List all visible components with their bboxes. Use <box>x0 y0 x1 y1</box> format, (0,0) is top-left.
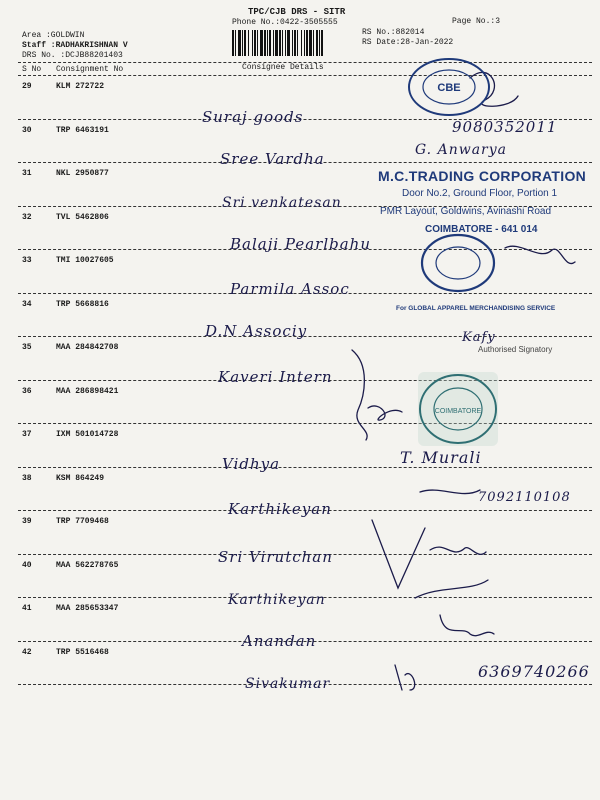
row-sno: 33 <box>22 256 32 265</box>
round-stamp-teal <box>412 368 504 450</box>
row-consignment-no: TMI 10027605 <box>56 256 114 265</box>
handwritten-phone-r43: 6369740266 <box>478 662 590 681</box>
handwritten-sig-r31: G. Anwarya <box>415 142 507 158</box>
row-sno: 30 <box>22 125 32 135</box>
handwritten-r43: Sivakumar <box>245 676 331 692</box>
handwritten-r42: Anandan <box>242 632 317 650</box>
handwritten-r30: Suraj goods <box>202 108 304 126</box>
phone-number: Phone No.:0422-3505555 <box>232 18 338 27</box>
row-consignment-no: MAA 286898421 <box>56 386 119 396</box>
row-sno: 39 <box>22 517 32 526</box>
drs-number: DRS No. :DCJB88201403 <box>22 51 123 60</box>
row-consignment-no: IXM 501014728 <box>56 430 119 439</box>
handwritten-r35: D.N Associy <box>205 322 308 340</box>
svg-text:COIMBATORE: COIMBATORE <box>434 408 482 415</box>
row-consignment-no: MAA 562278765 <box>56 560 119 570</box>
round-stamp-middle <box>416 230 500 296</box>
signature-r36 <box>368 406 402 420</box>
stamp-for-line: For GLOBAL APPAREL MERCHANDISING SERVICE <box>396 305 556 312</box>
document-title: TPC/CJB DRS - SITR <box>248 7 346 17</box>
row-sno: 31 <box>22 169 32 178</box>
col-consignment-header: Consignment No <box>56 65 124 74</box>
row-consignment-no: KSM 864249 <box>56 473 105 483</box>
brace-signature <box>352 350 367 440</box>
signature-r39 <box>420 490 480 494</box>
handwritten-r40: Sri Virutchan <box>218 548 333 566</box>
row-sno: 29 <box>22 82 32 91</box>
signature-r42 <box>440 615 494 636</box>
stamp-authorised: Authorised Signatory <box>478 345 553 354</box>
row-consignment-no: NKL 2950877 <box>56 169 109 178</box>
handwritten-r34: Parmila Assoc <box>230 280 350 298</box>
stamp-company-line2: PMR Layout, Goldwins, Avinashi Road <box>380 206 552 217</box>
stamp-company-name: M.C.TRADING CORPORATION <box>378 168 587 184</box>
handwritten-phone-r30: 9080352011 <box>452 118 558 136</box>
handwritten-r38: T. Murali <box>400 448 482 467</box>
signature-r41 <box>415 580 488 598</box>
row-sno: 38 <box>22 473 32 483</box>
signature-r43 <box>395 665 415 690</box>
row-consignment-no: TRP 5516468 <box>56 647 109 657</box>
stamp-company-line3: COIMBATORE - 641 014 <box>425 224 538 235</box>
page-number: Page No.:3 <box>452 17 501 26</box>
signature-r40 <box>372 520 425 588</box>
handwritten-phone-r39: 7092110108 <box>478 490 571 505</box>
row-consignment-no: MAA 284842708 <box>56 343 119 352</box>
rs-date: RS Date:28-Jan-2022 <box>362 38 454 47</box>
svg-text:CBE: CBE <box>437 82 461 94</box>
row-consignment-no: TRP 5668816 <box>56 299 109 309</box>
row-consignment-no: KLM 272722 <box>56 82 105 91</box>
row-sno: 40 <box>22 560 32 570</box>
row-sno: 37 <box>22 430 32 439</box>
row-sno: 35 <box>22 343 32 352</box>
row-sno: 36 <box>22 386 32 396</box>
handwritten-r41: Karthikeyan <box>228 592 326 608</box>
signature-stamp-mid <box>505 246 575 263</box>
area-label: Area :GOLDWIN <box>22 31 85 40</box>
row-sno: 32 <box>22 212 32 222</box>
row-consignment-no: TRP 7709468 <box>56 517 109 526</box>
handwritten-r31: Sree Vardha <box>220 150 325 168</box>
staff-label: Staff :RADHAKRISHNAN V <box>22 41 128 50</box>
row-consignment-no: TRP 6463191 <box>56 125 109 135</box>
stamp-company-line1: Door No.2, Ground Floor, Portion 1 <box>402 188 558 199</box>
col-consignee-header: Consignee Details <box>242 63 324 72</box>
round-stamp-top <box>404 56 494 118</box>
row-sno: 34 <box>22 299 32 309</box>
signature-r40b <box>430 547 486 554</box>
col-sno-header: S No <box>22 65 42 74</box>
handwritten-r33: Balaji Pearlbahu <box>230 235 371 253</box>
rs-number: RS No.:882014 <box>362 28 425 37</box>
handwritten-r32: Sri venkatesan <box>222 195 342 211</box>
handwritten-r39: Karthikeyan <box>228 500 332 518</box>
row-consignment-no: TVL 5462806 <box>56 212 109 222</box>
row-consignment-no: MAA 285653347 <box>56 604 119 613</box>
row-sno: 42 <box>22 647 32 657</box>
handwritten-sig-r35: Kafy <box>462 330 496 345</box>
row-sno: 41 <box>22 604 32 613</box>
handwritten-r37: Vidhya <box>222 455 281 473</box>
handwritten-r36: Kaveri Intern <box>218 368 333 386</box>
